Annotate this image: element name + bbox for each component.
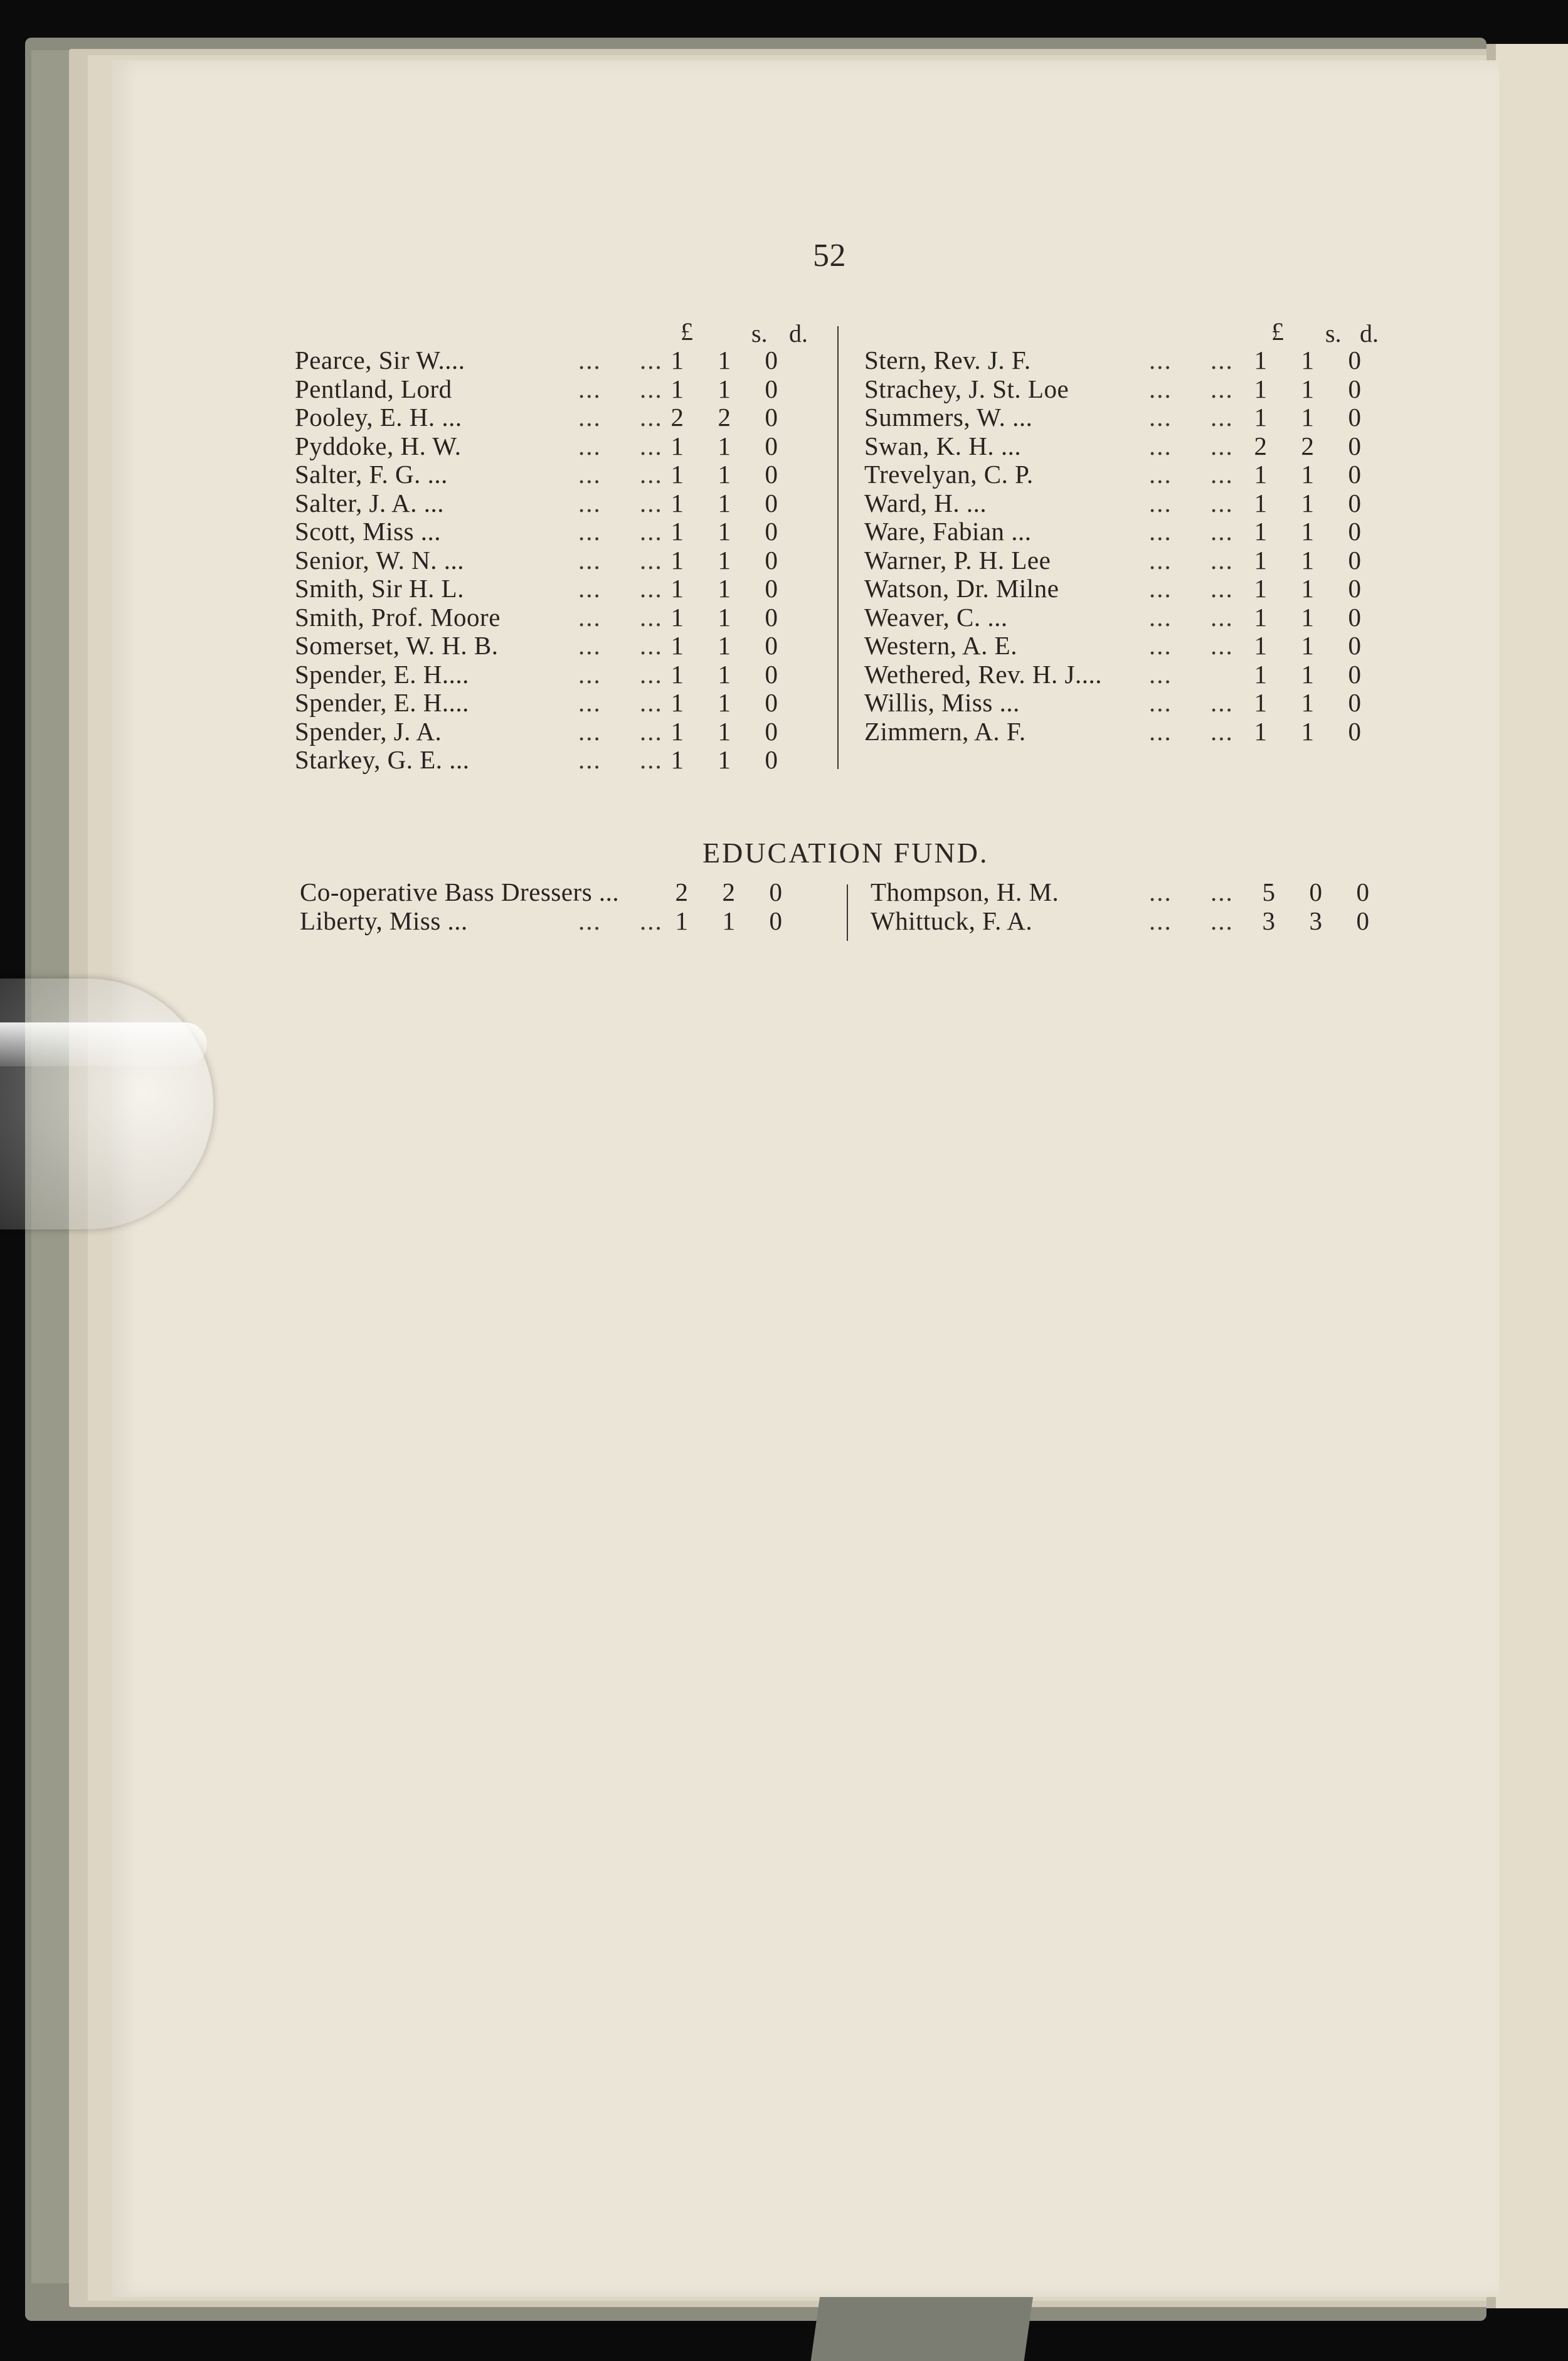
subscriber-name: Pooley, E. H. ... xyxy=(295,403,462,432)
shillings-value: 2 xyxy=(718,403,731,432)
shillings-value: 1 xyxy=(718,574,731,603)
amount xyxy=(1248,432,1367,461)
subscriber-name: Salter, F. G. ... xyxy=(295,460,448,489)
pounds-value: 1 xyxy=(670,488,684,517)
subscriber-name: Watson, Dr. Milne xyxy=(864,574,1059,603)
amount xyxy=(1248,546,1367,575)
leader-dots: ... ... xyxy=(1149,431,1234,460)
shillings-value: 1 xyxy=(718,745,731,774)
pence-header: d. xyxy=(1360,319,1379,348)
leader-dots: ... ... xyxy=(578,688,663,717)
shillings-value: 1 xyxy=(718,374,731,403)
subscriber-name: Stern, Rev. J. F. xyxy=(864,346,1031,374)
pence-value: 0 xyxy=(1348,403,1362,432)
amount xyxy=(665,460,784,489)
page-holder-highlight xyxy=(0,1022,207,1066)
subscriber-name: Wethered, Rev. H. J.... xyxy=(864,659,1102,689)
pounds-value: 1 xyxy=(675,906,689,935)
subscriber-name: Spender, E. H.... xyxy=(295,688,469,717)
subscriber-name: Pentland, Lord xyxy=(295,374,452,403)
subscriber-name: Ward, H. ... xyxy=(864,488,987,517)
leader-dots: ... ... xyxy=(578,517,663,546)
pounds-value: 1 xyxy=(1254,346,1268,374)
shillings-value: 1 xyxy=(718,631,731,660)
amount xyxy=(665,403,784,432)
pence-value: 0 xyxy=(1356,878,1370,906)
pounds-value: 1 xyxy=(1254,574,1268,603)
shillings-value: 1 xyxy=(1301,488,1315,517)
pounds-value: 1 xyxy=(670,374,684,403)
leader-dots: ... ... xyxy=(1149,906,1234,935)
pence-value: 0 xyxy=(1348,346,1362,374)
amount xyxy=(1256,907,1375,936)
pounds-value: 5 xyxy=(1262,878,1276,906)
amount xyxy=(1248,718,1367,746)
shillings-value: 3 xyxy=(1309,906,1323,935)
subscriber-name: Zimmern, A. F. xyxy=(864,716,1026,746)
pence-value: 0 xyxy=(765,545,778,575)
pounds-value: 1 xyxy=(1254,545,1268,575)
pence-value: 0 xyxy=(1348,517,1362,546)
shillings-value: 1 xyxy=(1301,460,1315,489)
subscriber-name: Scott, Miss ... xyxy=(295,517,442,546)
subscriber-name: Spender, E. H.... xyxy=(295,659,469,689)
shillings-value: 1 xyxy=(722,906,736,935)
shillings-value: 1 xyxy=(718,688,731,717)
pence-value: 0 xyxy=(765,659,778,689)
subscriber-name: Somerset, W. H. B. xyxy=(295,631,499,660)
pounds-value: 1 xyxy=(1254,716,1268,746)
subscriber-name: Willis, Miss ... xyxy=(864,688,1020,717)
amount xyxy=(1248,460,1367,489)
pounds-value: 1 xyxy=(670,659,684,689)
column-divider xyxy=(837,326,839,769)
pounds-value: 1 xyxy=(1254,403,1268,432)
pence-value: 0 xyxy=(1348,631,1362,660)
shillings-value: 2 xyxy=(722,878,736,906)
pence-value: 0 xyxy=(765,517,778,546)
subscriber-name: Warner, P. H. Lee xyxy=(864,545,1051,575)
pence-value: 0 xyxy=(765,346,778,374)
shillings-value: 1 xyxy=(1301,716,1315,746)
subscriber-name: Strachey, J. St. Loe xyxy=(864,374,1069,403)
pounds-value: 1 xyxy=(670,517,684,546)
amount xyxy=(665,718,784,746)
subscriber-name: Liberty, Miss ... xyxy=(300,906,468,935)
shillings-value: 1 xyxy=(1301,574,1315,603)
amount xyxy=(665,546,784,575)
pence-value: 0 xyxy=(1348,488,1362,517)
pounds-value: 2 xyxy=(670,403,684,432)
pence-value: 0 xyxy=(1348,688,1362,717)
amount xyxy=(669,878,788,907)
pence-value: 0 xyxy=(765,488,778,517)
subscriber-name: Weaver, C. ... xyxy=(864,602,1008,632)
subscriber-name: Smith, Sir H. L. xyxy=(295,574,464,603)
amount xyxy=(665,689,784,718)
leader-dots: ... ... xyxy=(1149,460,1234,489)
amount xyxy=(665,603,784,632)
amount xyxy=(1248,661,1367,689)
leader-dots: ... ... xyxy=(578,602,663,632)
pounds-value: 1 xyxy=(1254,602,1268,632)
subscriber-name: Western, A. E. xyxy=(864,631,1017,660)
leader-dots: ... ... xyxy=(578,488,663,517)
pounds-value: 1 xyxy=(670,574,684,603)
leader-dots: ... ... xyxy=(1149,602,1234,632)
pounds-value: 1 xyxy=(670,431,684,460)
amount xyxy=(1248,575,1367,603)
amount xyxy=(665,375,784,404)
pence-value: 0 xyxy=(765,688,778,717)
subscriber-name: Summers, W. ... xyxy=(864,403,1033,432)
leader-dots: ... ... xyxy=(578,545,663,575)
pence-value: 0 xyxy=(1348,659,1362,689)
leader-dots: ... ... xyxy=(578,374,663,403)
subscriber-name: Thompson, H. M. xyxy=(871,878,1059,906)
amount xyxy=(1248,346,1367,375)
pence-value: 0 xyxy=(765,602,778,632)
pence-value: 0 xyxy=(765,431,778,460)
leader-dots: ... ... xyxy=(1149,488,1234,517)
subscriber-name: Starkey, G. E. ... xyxy=(295,745,470,774)
pence-value: 0 xyxy=(1348,545,1362,575)
leader-dots: ... ... xyxy=(578,346,663,374)
amount xyxy=(1248,689,1367,718)
pounds-value: 1 xyxy=(1254,659,1268,689)
pounds-value: 2 xyxy=(1254,431,1268,460)
amount xyxy=(669,907,788,936)
subscriber-name: Trevelyan, C. P. xyxy=(864,460,1034,489)
shillings-value: 1 xyxy=(1301,346,1315,374)
pounds-value: 3 xyxy=(1262,906,1276,935)
pounds-value: 1 xyxy=(1254,460,1268,489)
pounds-value: 1 xyxy=(670,631,684,660)
pounds-value: 1 xyxy=(670,346,684,374)
amount xyxy=(1248,375,1367,404)
amount xyxy=(665,746,784,775)
leader-dots: ... ... xyxy=(1149,688,1234,717)
torn-paper-tab xyxy=(811,2296,1034,2361)
pounds-value: 1 xyxy=(1254,631,1268,660)
subscriber-name: Ware, Fabian ... xyxy=(864,517,1032,546)
leader-dots: ... ... xyxy=(1149,574,1234,603)
subscriber-name: Spender, J. A. xyxy=(295,716,442,746)
pence-value: 0 xyxy=(1348,374,1362,403)
leader-dots: ... ... xyxy=(1149,631,1234,660)
pounds-value: 2 xyxy=(675,878,689,906)
pounds-header: £ xyxy=(1271,317,1284,346)
pence-value: 0 xyxy=(1348,602,1362,632)
leader-dots: ... ... xyxy=(1149,716,1234,746)
pence-value: 0 xyxy=(765,631,778,660)
amount xyxy=(665,632,784,661)
leader-dots: ... ... xyxy=(578,431,663,460)
shillings-value: 1 xyxy=(718,517,731,546)
amount xyxy=(665,517,784,546)
subscriber-name: Senior, W. N. ... xyxy=(295,545,464,575)
page-number: 52 xyxy=(813,238,846,273)
shillings-value: 1 xyxy=(1301,374,1315,403)
leader-dots: ... ... xyxy=(578,906,663,935)
shillings-value: 1 xyxy=(1301,403,1315,432)
pence-value: 0 xyxy=(765,574,778,603)
pence-value: 0 xyxy=(765,716,778,746)
shillings-value: 0 xyxy=(1309,878,1323,906)
pounds-value: 1 xyxy=(1254,488,1268,517)
shillings-value: 1 xyxy=(718,460,731,489)
leader-dots: ... ... xyxy=(578,745,663,774)
shillings-value: 1 xyxy=(718,346,731,374)
facing-page-strip xyxy=(1496,44,1568,2308)
leader-dots: ... xyxy=(1149,659,1172,689)
pounds-header: £ xyxy=(681,317,693,346)
pence-value: 0 xyxy=(765,403,778,432)
subscriber-name: Smith, Prof. Moore xyxy=(295,602,501,632)
pence-header: d. xyxy=(789,319,808,348)
amount xyxy=(665,346,784,375)
amount xyxy=(665,432,784,461)
amount xyxy=(1248,632,1367,661)
pence-value: 0 xyxy=(1348,431,1362,460)
subscriber-name: Whittuck, F. A. xyxy=(871,906,1033,935)
leader-dots: ... ... xyxy=(1149,878,1234,906)
pence-value: 0 xyxy=(769,906,783,935)
leader-dots: ... ... xyxy=(578,403,663,432)
leader-dots: ... ... xyxy=(1149,403,1234,432)
pounds-value: 1 xyxy=(670,745,684,774)
pence-value: 0 xyxy=(1348,574,1362,603)
amount xyxy=(1248,489,1367,518)
pounds-value: 1 xyxy=(1254,688,1268,717)
pounds-value: 1 xyxy=(1254,517,1268,546)
pounds-value: 1 xyxy=(670,602,684,632)
subscriber-name: Swan, K. H. ... xyxy=(864,431,1022,460)
leader-dots: ... ... xyxy=(1149,374,1234,403)
amount xyxy=(665,661,784,689)
shillings-value: 1 xyxy=(1301,631,1315,660)
shillings-value: 1 xyxy=(718,659,731,689)
leader-dots: ... ... xyxy=(578,574,663,603)
leader-dots: ... ... xyxy=(1149,517,1234,546)
pence-value: 0 xyxy=(765,374,778,403)
subscriber-name: Pyddoke, H. W. xyxy=(295,431,462,460)
pounds-value: 1 xyxy=(670,460,684,489)
pounds-value: 1 xyxy=(1254,374,1268,403)
pounds-value: 1 xyxy=(670,688,684,717)
shillings-value: 1 xyxy=(718,545,731,575)
leader-dots: ... ... xyxy=(578,659,663,689)
pence-value: 0 xyxy=(765,745,778,774)
shillings-value: 1 xyxy=(1301,602,1315,632)
pence-value: 0 xyxy=(1348,460,1362,489)
pounds-value: 1 xyxy=(670,545,684,575)
pounds-value: 1 xyxy=(670,716,684,746)
amount xyxy=(1248,403,1367,432)
leader-dots: ... ... xyxy=(578,631,663,660)
amount xyxy=(1248,517,1367,546)
subscriber-name: Co-operative Bass Dressers ... xyxy=(300,878,620,906)
amount xyxy=(1256,878,1375,907)
leader-dots: ... ... xyxy=(578,716,663,746)
pence-value: 0 xyxy=(765,460,778,489)
shillings-value: 1 xyxy=(1301,517,1315,546)
shillings-header: s. xyxy=(751,319,768,348)
pence-value: 0 xyxy=(769,878,783,906)
subscriber-name: Pearce, Sir W.... xyxy=(295,346,465,374)
leader-dots: ... ... xyxy=(578,460,663,489)
pence-value: 0 xyxy=(1356,906,1370,935)
pence-value: 0 xyxy=(1348,716,1362,746)
shillings-value: 1 xyxy=(718,602,731,632)
amount xyxy=(665,489,784,518)
shillings-value: 1 xyxy=(1301,659,1315,689)
amount xyxy=(665,575,784,603)
shillings-value: 1 xyxy=(718,716,731,746)
amount xyxy=(1248,603,1367,632)
shillings-value: 2 xyxy=(1301,431,1315,460)
shillings-value: 1 xyxy=(1301,688,1315,717)
shillings-header: s. xyxy=(1325,319,1342,348)
shillings-value: 1 xyxy=(1301,545,1315,575)
leader-dots: ... ... xyxy=(1149,545,1234,575)
education-fund-title: EDUCATION FUND. xyxy=(702,837,989,869)
education-column-divider xyxy=(847,884,848,941)
shillings-value: 1 xyxy=(718,431,731,460)
subscriber-name: Salter, J. A. ... xyxy=(295,488,445,517)
leader-dots: ... ... xyxy=(1149,346,1234,374)
shillings-value: 1 xyxy=(718,488,731,517)
